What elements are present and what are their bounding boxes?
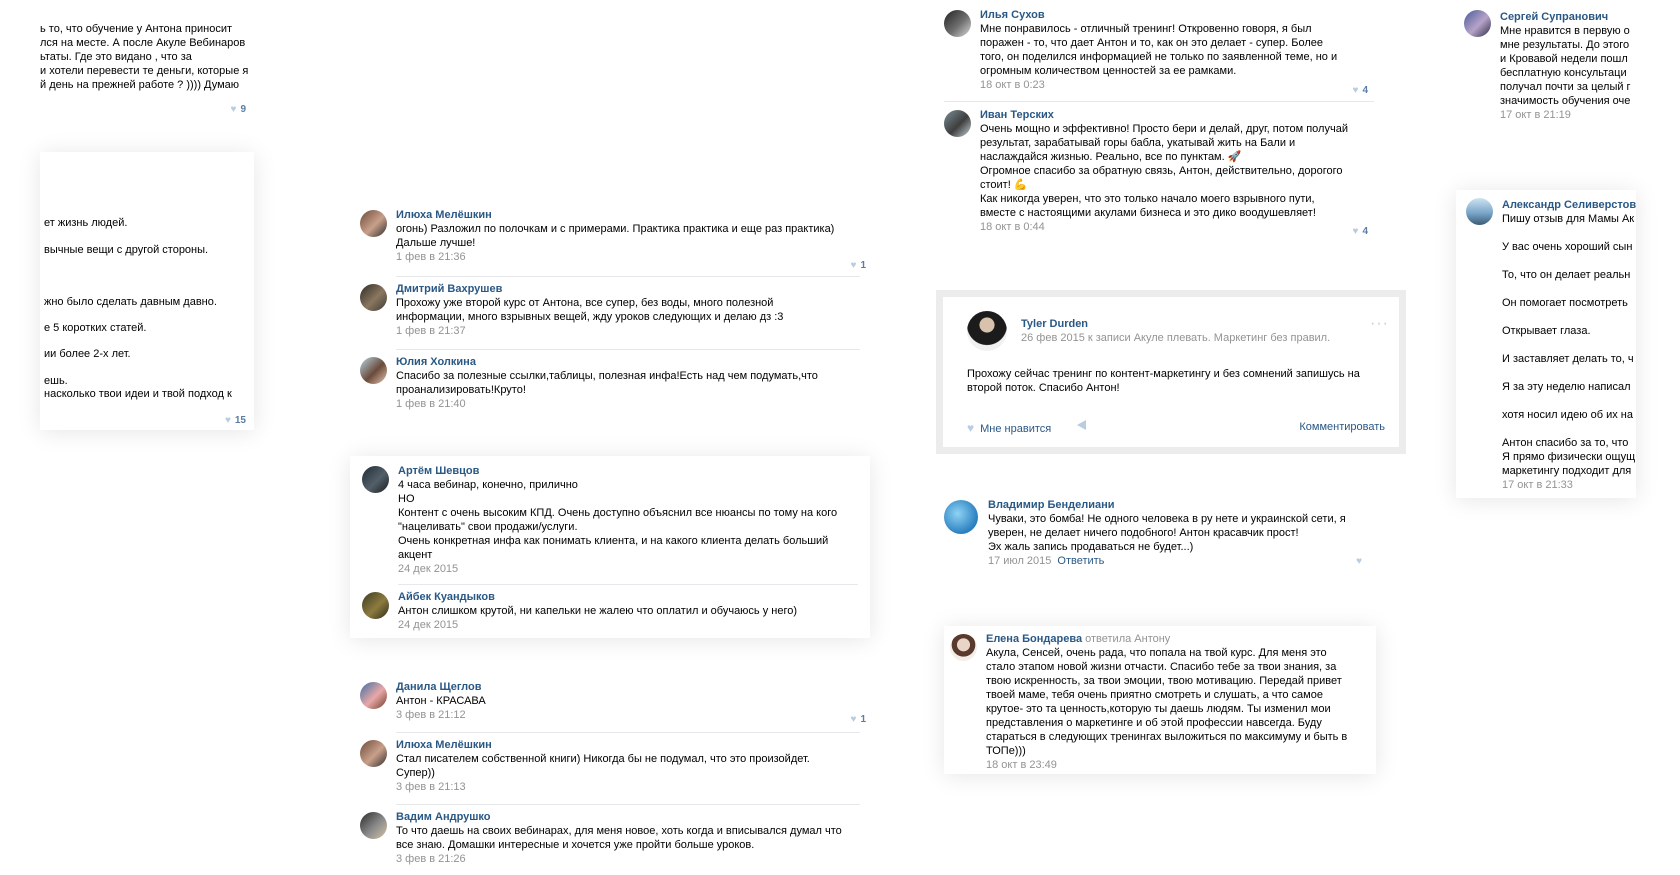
comment bbox=[950, 632, 1370, 770]
comment-author[interactable]: Юлия Холкина bbox=[396, 356, 476, 368]
comment-date[interactable]: 18 окт в 23:49 bbox=[986, 759, 1057, 771]
review-text-line: ет жизнь людей. bbox=[44, 217, 128, 229]
review-card-k bbox=[1456, 190, 1636, 498]
comment-text: Спасибо за полезные ссылки,таблицы, полезная инфа!Есть над чем подумать,что проанализировать!Круто! bbox=[396, 370, 818, 396]
comment bbox=[360, 810, 860, 870]
comment-text: Чуваки, это бомба! Не одного человека в ру нете и украинской сети, я уверен, не делает ничего подобного! Антон красавчик прост! Эх жаль запись продаваться не будет...) bbox=[988, 513, 1346, 553]
avatar-icon[interactable] bbox=[950, 634, 977, 661]
comment bbox=[360, 355, 860, 415]
separator bbox=[398, 584, 858, 585]
comment bbox=[362, 590, 856, 634]
review-text-line: Пишу отзыв для Мамы Ак bbox=[1502, 213, 1635, 225]
heart-icon: ♥ bbox=[224, 415, 231, 426]
comment bbox=[944, 8, 1374, 94]
review-text-line: ешь. bbox=[44, 375, 68, 387]
review-text-line: мне результаты. До этого bbox=[1500, 39, 1630, 51]
review-text-line: ии более 2-х лет. bbox=[44, 348, 131, 360]
like-button[interactable] bbox=[967, 421, 1051, 435]
avatar-icon[interactable] bbox=[362, 466, 389, 493]
comment-text: Акула, Сенсей, очень рада, что попала на твой курс. Для меня это стало этапом новой жизни отчасти. Спасибо тебе за твои знания, за твою искренность, за твои эмоции, твою мотивацию. Передай привет твоей маме, тебя очень приятно смотреть и слушать, а что самое крутое- это та ценность,которую ты даешь людям. Ты изменил мои представления о маркетинге и об этой профессии навсегда. Буду стараться в следующих тренингах выложиться по максимуму и быть в ТОПе))) bbox=[986, 647, 1348, 757]
review-text-line: маркетингу подходит для bbox=[1502, 465, 1632, 477]
comment-author[interactable]: Елена Бондарева bbox=[986, 633, 1083, 645]
more-options-icon[interactable]: ··· bbox=[1370, 315, 1389, 332]
heart-icon: ♥ bbox=[1352, 226, 1359, 237]
review-text-line: То, что он делает реальн bbox=[1502, 269, 1631, 281]
review-text-line: бесплатную консультаци bbox=[1500, 67, 1627, 79]
comment-date[interactable]: 1 фев в 21:36 bbox=[396, 251, 466, 263]
review-text-line: и хотели перевести те деньги, которые я bbox=[40, 65, 249, 77]
like-button[interactable] bbox=[1353, 85, 1369, 96]
review-text-line: получал почти за целый г bbox=[1500, 81, 1631, 93]
like-button[interactable] bbox=[1353, 226, 1369, 237]
review-text-line: Мне нравится в первую о bbox=[1500, 25, 1630, 37]
avatar-icon[interactable] bbox=[1464, 10, 1491, 37]
review-text-line: Открывает глаза. bbox=[1502, 325, 1591, 337]
separator bbox=[396, 804, 860, 805]
comment-author[interactable]: Владимир Бенделиани bbox=[988, 499, 1115, 511]
like-count: 4 bbox=[1362, 226, 1368, 237]
comment-date[interactable]: 17 окт в 21:19 bbox=[1500, 109, 1571, 121]
heart-icon: ♥ bbox=[850, 714, 857, 725]
comment-text: Стал писателем собственной книги) Никогда бы не подумал, что это произойдет. Супер)) bbox=[396, 753, 810, 779]
comment-date[interactable]: 18 окт в 0:44 bbox=[980, 221, 1045, 233]
like-count: 15 bbox=[234, 415, 246, 426]
comment-author[interactable]: Сергей Супранович bbox=[1500, 11, 1609, 23]
like-count: 4 bbox=[1362, 85, 1368, 96]
comment-button[interactable]: Комментировать bbox=[1299, 421, 1385, 433]
avatar-icon[interactable] bbox=[360, 210, 387, 237]
comment-text: Прохожу уже второй курс от Антона, все супер, без воды, много полезной информации, много взрывных вещей, жду уроков следующих и делаю дз :3 bbox=[396, 297, 784, 323]
like-count: 1 bbox=[860, 260, 866, 271]
review-text-line: вычные вещи с другой стороны. bbox=[44, 244, 209, 256]
review-text-line: У вас очень хороший сын bbox=[1502, 241, 1633, 253]
heart-icon: ♥ bbox=[1356, 556, 1362, 567]
review-text-line: И заставляет делать то, ч bbox=[1502, 353, 1634, 365]
review-text-line: е 5 коротких статей. bbox=[44, 322, 147, 334]
comment-date[interactable]: 3 фев в 21:26 bbox=[396, 853, 466, 865]
like-button[interactable] bbox=[1356, 556, 1366, 567]
comment-text: Антон слишком крутой, ни капельки не жалею что оплатил и обучаюсь у него) bbox=[398, 605, 798, 617]
comment-text: огонь) Разложил по полочкам и с примерами. Практика практика и еще раз практика) Дальше лучше! bbox=[396, 223, 835, 249]
reply-target[interactable]: ответила Антону bbox=[1085, 633, 1171, 645]
comment-author[interactable]: Дмитрий Вахрушев bbox=[396, 283, 503, 295]
comment bbox=[362, 464, 856, 580]
comment-text: 4 часа вебинар, конечно, прилично НО Контент с очень высоким КПД. Очень доступно объяснил все нюансы по тому на кого "нацеливать" свои продажи/услуги. Очень конкретная инфа как понимать клиента, и на какого клиента делать больший акцент bbox=[398, 479, 838, 561]
comment-date[interactable]: 17 окт в 21:33 bbox=[1502, 479, 1573, 491]
heart-icon: ♥ bbox=[850, 260, 857, 271]
review-card-i bbox=[944, 626, 1376, 774]
review-card-d bbox=[350, 456, 870, 638]
comment-author[interactable]: Иван Терских bbox=[980, 109, 1054, 121]
like-button[interactable] bbox=[851, 714, 867, 725]
separator bbox=[396, 349, 860, 350]
post-author[interactable]: Tyler Durden bbox=[1021, 318, 1089, 330]
heart-icon: ♥ bbox=[967, 421, 975, 435]
comment-text: То что даешь на своих вебинарах, для меня новое, хоть когда и вписывался думал что все знаю. Домашки интересные и хочется уже пройти больше уроков. bbox=[396, 825, 842, 851]
review-card-c bbox=[360, 200, 866, 422]
avatar-icon[interactable] bbox=[360, 682, 387, 709]
wall-post bbox=[936, 290, 1406, 454]
comment-date[interactable]: 17 июл 2015 bbox=[988, 555, 1052, 567]
like-label: Мне нравится bbox=[980, 423, 1052, 435]
comment-author[interactable]: Илюха Мелёшкин bbox=[396, 739, 492, 751]
avatar-icon[interactable] bbox=[967, 311, 1007, 351]
comment bbox=[360, 282, 860, 342]
like-button[interactable] bbox=[225, 415, 246, 426]
comment-author[interactable]: Илья Сухов bbox=[980, 9, 1045, 21]
review-text-line: ь то, что обучение у Антона приносит bbox=[40, 23, 233, 35]
comment-author[interactable]: Илюха Мелёшкин bbox=[396, 209, 492, 221]
heart-icon: ♥ bbox=[230, 104, 237, 115]
avatar-icon[interactable] bbox=[944, 500, 978, 534]
review-text-line: й день на прежней работе ? )))) Думаю bbox=[40, 79, 240, 91]
avatar-icon[interactable] bbox=[360, 284, 387, 311]
review-text-line: и Кровавой недели пошл bbox=[1500, 53, 1628, 65]
post-text: Прохожу сейчас тренинг по контент-маркетингу и без сомнений запишусь на второй поток. Спасибо Антон! bbox=[967, 368, 1360, 394]
avatar-icon[interactable] bbox=[944, 10, 971, 37]
comment-date[interactable]: 3 фев в 21:13 bbox=[396, 781, 466, 793]
review-text-line: Я за эту неделю написал bbox=[1502, 381, 1631, 393]
comment bbox=[944, 498, 1372, 568]
megaphone-icon bbox=[1077, 420, 1086, 430]
review-text-line: значимость обучения оче bbox=[1500, 95, 1631, 107]
comment-date[interactable]: 18 окт в 0:23 bbox=[980, 79, 1045, 91]
comment bbox=[360, 738, 860, 798]
avatar-icon[interactable] bbox=[1466, 198, 1493, 225]
comment bbox=[944, 108, 1374, 236]
reply-link[interactable]: Ответить bbox=[1057, 555, 1105, 567]
review-text-line: лся на месте. А после Акуле Вебинаров bbox=[40, 37, 246, 49]
review-text-line: Я прямо физически ощущ bbox=[1502, 451, 1636, 463]
comment-author[interactable]: Артём Шевцов bbox=[398, 465, 480, 477]
avatar-icon[interactable] bbox=[944, 110, 971, 137]
comment-text: Антон - КРАСАВА bbox=[396, 695, 486, 707]
like-button[interactable] bbox=[231, 104, 247, 115]
comment-author[interactable]: Данила Щеглов bbox=[396, 681, 482, 693]
like-count: 1 bbox=[860, 714, 866, 725]
comment bbox=[360, 208, 866, 271]
post-subline[interactable]: 26 фев 2015 к записи Акуле плевать. Маркетинг без правил. bbox=[1021, 332, 1331, 344]
comment bbox=[360, 680, 866, 726]
post-card bbox=[943, 297, 1399, 447]
like-button[interactable] bbox=[851, 260, 867, 271]
review-text-line: жно было сделать давным давно. bbox=[44, 296, 217, 308]
review-text-line: насколько твои идеи и твой подход к bbox=[44, 388, 232, 400]
heart-icon: ♥ bbox=[1352, 85, 1359, 96]
avatar-icon[interactable] bbox=[360, 812, 387, 839]
comment-text: Очень мощно и эффективно! Просто бери и делай, друг, потом получай результат, зарабатывай горы бабла, укатывай жить на Бали и наслаждайся жизнью. Реально, все по пунктам. 🚀 Огромное спасибо за обратную связь, Антон, действительно, дорогого стоит! 💪 Как никогда уверен, что это только начало моего взрывного пути, вместе с настоящими акулами бизнеса и это дико воодушевляет! bbox=[980, 123, 1348, 219]
comment-text: Мне понравилось - отличный тренинг! Откровенно говоря, я был поражен - то, что дает Антон и то, как он это делает - супер. Более того, он поделился информацией не только по заявленной теме, но и огромным количеством ценностей за ее рамками. bbox=[980, 23, 1338, 77]
comment-date[interactable]: 24 дек 2015 bbox=[398, 563, 459, 575]
share-button[interactable] bbox=[1077, 420, 1086, 433]
separator bbox=[944, 101, 1374, 102]
review-text-line: ьтаты. Где это видано , что за bbox=[40, 51, 192, 63]
review-card-f bbox=[944, 4, 1374, 240]
separator bbox=[396, 276, 860, 277]
review-card-j bbox=[1464, 8, 1634, 126]
avatar-icon[interactable] bbox=[360, 740, 387, 767]
comment-date[interactable]: 1 фев в 21:40 bbox=[396, 398, 466, 410]
review-text-line: хотя носил идею об их на bbox=[1502, 409, 1633, 421]
review-card-fragment-b bbox=[40, 152, 254, 430]
separator bbox=[396, 732, 860, 733]
review-card-e bbox=[360, 676, 866, 872]
avatar-icon[interactable] bbox=[362, 592, 389, 619]
comment-date[interactable]: 1 фев в 21:37 bbox=[396, 325, 466, 337]
review-text-line: Антон спасибо за то, что bbox=[1502, 437, 1629, 449]
comment-author[interactable]: Александр Селиверстов bbox=[1502, 199, 1636, 211]
like-count: 9 bbox=[240, 104, 246, 115]
review-card-fragment-a bbox=[40, 14, 250, 122]
review-text-line: Он помогает посмотреть bbox=[1502, 297, 1628, 309]
comment-author[interactable]: Вадим Андрушко bbox=[396, 811, 491, 823]
avatar-icon[interactable] bbox=[360, 357, 387, 384]
comment-author[interactable]: Айбек Куандыков bbox=[398, 591, 495, 603]
comment-date[interactable]: 24 дек 2015 bbox=[398, 619, 459, 631]
comment-date[interactable]: 3 фев в 21:12 bbox=[396, 709, 466, 721]
review-card-h bbox=[944, 496, 1372, 572]
